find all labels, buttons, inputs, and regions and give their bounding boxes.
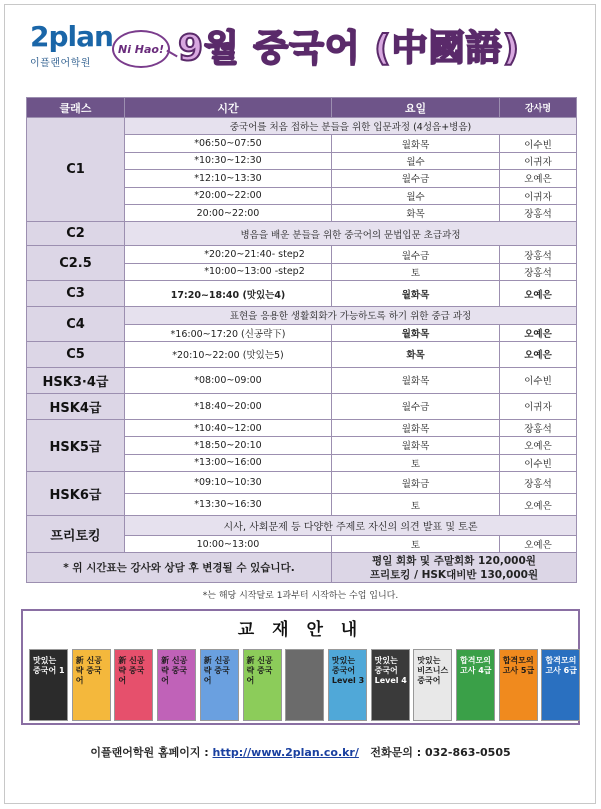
class-c2: C2 bbox=[27, 222, 125, 246]
textbook-label: 新 신공략 중국어 bbox=[75, 656, 102, 685]
textbook-label: 新 신공략 중국어 bbox=[246, 656, 273, 685]
class-c5: C5 bbox=[27, 341, 125, 367]
day-cell: 월수 bbox=[332, 187, 500, 204]
nihao-bubble bbox=[112, 30, 170, 68]
textbook-cover bbox=[371, 649, 410, 721]
time-cell: *13:30~16:30 bbox=[125, 494, 332, 516]
schedule-note: * 위 시간표는 강사와 상담 후 변경될 수 있습니다. bbox=[27, 553, 332, 583]
time-cell: 10:00~13:00 bbox=[125, 536, 332, 553]
textbook-cover bbox=[328, 649, 367, 721]
logo-subtitle: 이플랜어학원 bbox=[30, 58, 91, 69]
day-cell: 월화목 bbox=[332, 419, 500, 436]
class-description: 시사, 사회문제 등 다양한 주제로 자신의 의견 발표 및 토론 bbox=[125, 516, 577, 536]
teacher-cell: 장홍석 bbox=[500, 263, 577, 280]
table-row bbox=[27, 472, 577, 494]
time-cell: *20:20~21:40- step2 bbox=[125, 246, 332, 263]
teacher-cell: 이귀자 bbox=[500, 152, 577, 169]
day-cell: 토 bbox=[332, 263, 500, 280]
contact-info bbox=[0, 744, 601, 760]
table-row bbox=[27, 516, 577, 536]
logo-mark: 2plan bbox=[30, 20, 113, 53]
textbook-label: 합격모의고사 6급 bbox=[545, 656, 577, 675]
class-hsk3-4: HSK3·4급 bbox=[27, 367, 125, 393]
textbook-label: 맛있는 중국어 Level 4 bbox=[374, 656, 407, 685]
time-cell: *06:50~07:50 bbox=[125, 135, 332, 152]
teacher-cell: 장홍석 bbox=[500, 472, 577, 494]
day-cell: 월화금 bbox=[332, 472, 500, 494]
logo bbox=[30, 20, 113, 72]
table-row bbox=[27, 367, 577, 393]
table-row bbox=[27, 118, 577, 135]
textbook-label: 합격모의고사 4급 bbox=[460, 656, 492, 675]
header-class: 클래스 bbox=[27, 98, 125, 118]
header-row bbox=[27, 98, 577, 118]
textbook-label: 新 신공략 중국어 bbox=[118, 656, 145, 685]
time-cell: *09:10~10:30 bbox=[125, 472, 332, 494]
teacher-cell: 이수빈 bbox=[500, 367, 577, 393]
time-cell: *20:00~22:00 bbox=[125, 187, 332, 204]
time-cell: 20:00~22:00 bbox=[125, 204, 332, 221]
header-day: 요일 bbox=[332, 98, 500, 118]
textbook-cover bbox=[114, 649, 153, 721]
teacher-cell: 오예은 bbox=[500, 281, 577, 307]
teacher-cell: 이귀자 bbox=[500, 187, 577, 204]
class-c3: C3 bbox=[27, 281, 125, 307]
phone-info: 전화문의 : 032-863-0505 bbox=[370, 746, 511, 759]
textbook-cover bbox=[29, 649, 68, 721]
class-c2-5: C2.5 bbox=[27, 246, 125, 281]
teacher-cell: 오예은 bbox=[500, 536, 577, 553]
teacher-cell: 이수빈 bbox=[500, 135, 577, 152]
time-cell: *13:00~16:00 bbox=[125, 454, 332, 471]
textbook-title: 교 재 안 내 bbox=[237, 620, 364, 640]
time-cell: *16:00~17:20 (신공략下) bbox=[125, 324, 332, 341]
textbook-label: 맛있는 비즈니스 중국어 bbox=[417, 656, 449, 685]
textbook-section bbox=[21, 609, 580, 725]
day-cell: 월수금 bbox=[332, 393, 500, 419]
time-cell: *18:40~20:00 bbox=[125, 393, 332, 419]
teacher-cell: 오예은 bbox=[500, 170, 577, 187]
time-cell: 17:20~18:40 (맛있는4) bbox=[125, 281, 332, 307]
class-c1: C1 bbox=[27, 118, 125, 222]
class-description: 중국어를 처음 접하는 분들을 위한 입문과정 (4성음+병음) bbox=[125, 118, 577, 135]
textbook-cover bbox=[541, 649, 580, 721]
teacher-cell: 오예은 bbox=[500, 341, 577, 367]
day-cell: 토 bbox=[332, 494, 500, 516]
teacher-cell: 오예은 bbox=[500, 494, 577, 516]
header-teacher: 강사명 bbox=[500, 98, 577, 118]
day-cell: 월화목 bbox=[332, 281, 500, 307]
textbook-cover bbox=[499, 649, 538, 721]
textbook-cover bbox=[243, 649, 282, 721]
day-cell: 토 bbox=[332, 536, 500, 553]
page-title: 9월 중국어 (中國語) bbox=[178, 28, 521, 69]
time-cell: *18:50~20:10 bbox=[125, 437, 332, 454]
table-row bbox=[27, 553, 577, 583]
textbook-label: 新 신공략 중국어 bbox=[203, 656, 231, 685]
table-row bbox=[27, 281, 577, 307]
homepage-link[interactable]: http://www.2plan.co.kr/ bbox=[212, 746, 359, 759]
textbook-label: 합격모의고사 5급 bbox=[502, 656, 535, 675]
day-cell: 월수금 bbox=[332, 246, 500, 263]
table-row bbox=[27, 393, 577, 419]
price-info bbox=[332, 553, 577, 583]
day-cell: 월화목 bbox=[332, 437, 500, 454]
time-cell: *08:00~09:00 bbox=[125, 367, 332, 393]
textbook-cover bbox=[456, 649, 495, 721]
table-row bbox=[27, 341, 577, 367]
header-time: 시간 bbox=[125, 98, 332, 118]
teacher-cell: 오예은 bbox=[500, 437, 577, 454]
table-row bbox=[27, 419, 577, 436]
textbook-cover bbox=[413, 649, 452, 721]
class-hsk5: HSK5급 bbox=[27, 419, 125, 471]
textbook-label: 맛있는 중국어 1 bbox=[33, 656, 65, 675]
day-cell: 월화목 bbox=[332, 324, 500, 341]
time-cell: *10:40~12:00 bbox=[125, 419, 332, 436]
price-line-1: 평일 회화 및 주말회화 120,000원 bbox=[372, 554, 536, 567]
table-row bbox=[27, 307, 577, 324]
day-cell: 월수 bbox=[332, 152, 500, 169]
time-cell: *12:10~13:30 bbox=[125, 170, 332, 187]
table-row bbox=[27, 222, 577, 246]
teacher-cell: 장홍석 bbox=[500, 419, 577, 436]
day-cell: 화목 bbox=[332, 204, 500, 221]
nihao-text: Ni Hao! bbox=[117, 42, 164, 56]
footnote: *는 해당 시작달로 1과부터 시작하는 수업 입니다. bbox=[202, 591, 399, 601]
class-hsk6: HSK6급 bbox=[27, 472, 125, 516]
textbook-cover bbox=[285, 649, 324, 721]
teacher-cell: 장홍석 bbox=[500, 246, 577, 263]
textbook-cover bbox=[72, 649, 111, 721]
teacher-cell: 이귀자 bbox=[500, 393, 577, 419]
price-line-2: 프리토킹 / HSK대비반 130,000원 bbox=[369, 568, 539, 581]
class-hsk4: HSK4급 bbox=[27, 393, 125, 419]
textbook-cover bbox=[157, 649, 196, 721]
class-c4: C4 bbox=[27, 307, 125, 342]
homepage-label: 이플랜어학원 홈페이지 : bbox=[90, 746, 213, 759]
table-row bbox=[27, 246, 577, 263]
textbook-label: 맛있는 중국어 Level 3 bbox=[331, 656, 365, 685]
time-cell: *20:10~22:00 (맛있는5) bbox=[125, 341, 332, 367]
class-free-talking: 프리토킹 bbox=[27, 516, 125, 553]
time-cell: *10:30~12:30 bbox=[125, 152, 332, 169]
time-cell: *10:00~13:00 -step2 bbox=[125, 263, 332, 280]
day-cell: 월화목 bbox=[332, 135, 500, 152]
textbook-cover bbox=[200, 649, 239, 721]
teacher-cell: 이수빈 bbox=[500, 454, 577, 471]
day-cell: 월수금 bbox=[332, 170, 500, 187]
textbook-label: 新 신공략 중국어 bbox=[161, 656, 188, 685]
day-cell: 화목 bbox=[332, 341, 500, 367]
teacher-cell: 장홍석 bbox=[500, 204, 577, 221]
teacher-cell: 오예은 bbox=[500, 324, 577, 341]
day-cell: 월화목 bbox=[332, 367, 500, 393]
day-cell: 토 bbox=[332, 454, 500, 471]
class-description: 표현을 응용한 생활회화가 가능하도록 하기 위한 중급 과정 bbox=[125, 307, 577, 324]
schedule-table bbox=[26, 97, 577, 583]
class-description: 병음을 배운 분들을 위한 중국어의 문법입문 초급과정 bbox=[125, 222, 577, 246]
